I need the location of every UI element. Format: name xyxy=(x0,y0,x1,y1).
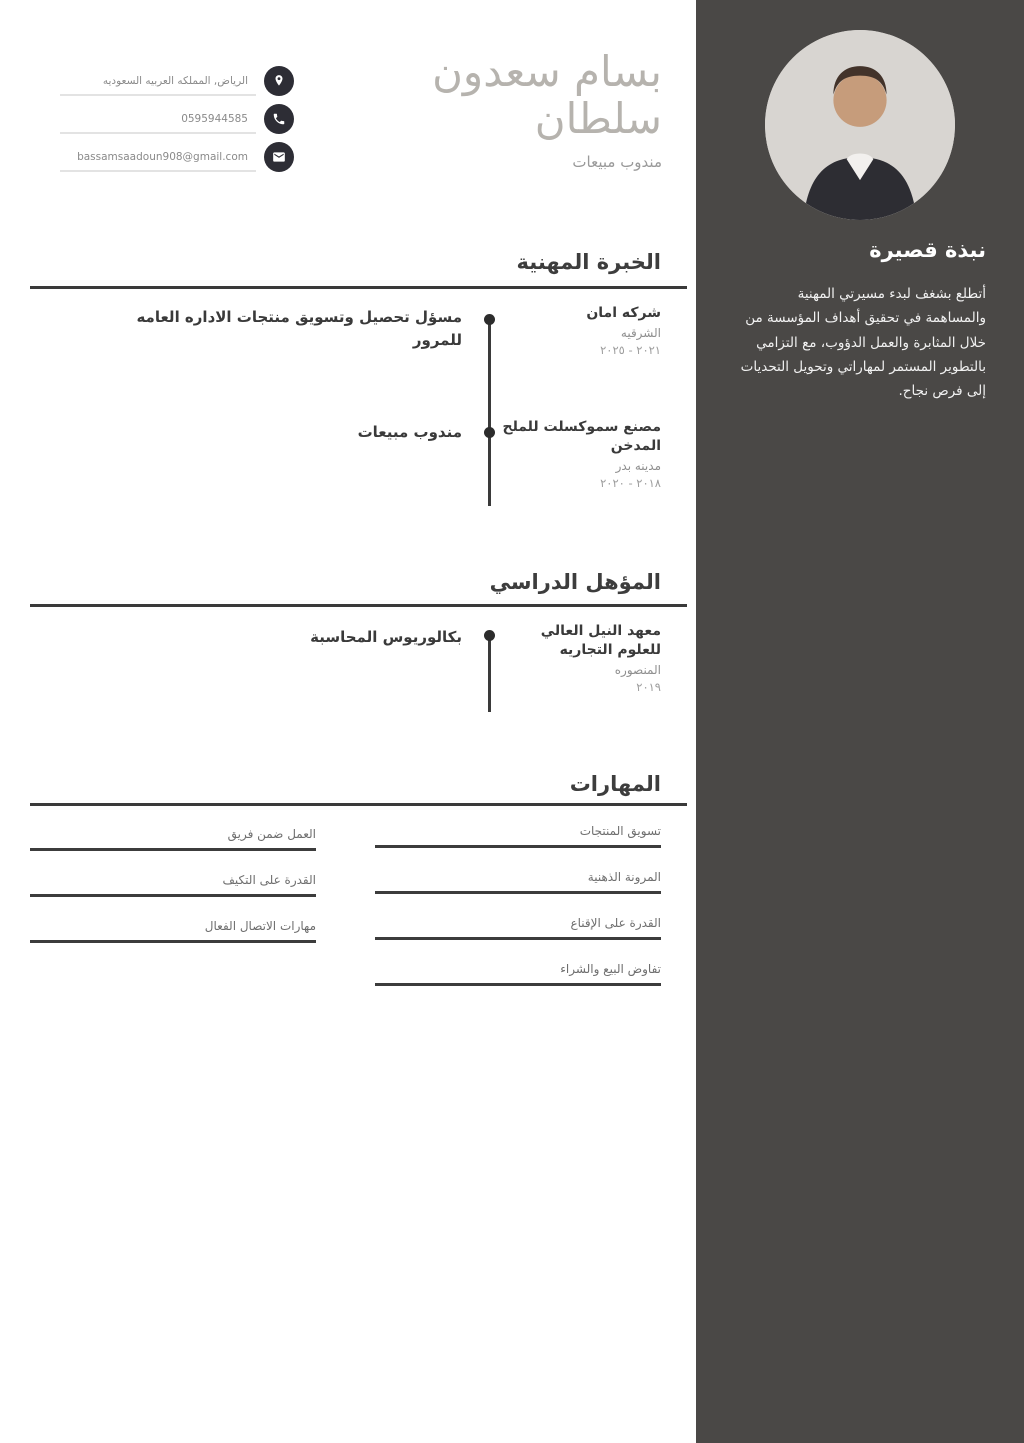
sidebar xyxy=(696,0,1024,1443)
experience-section-heading: الخبرة المهنية xyxy=(516,250,661,274)
graduation-year: ٢٠١٩ xyxy=(636,679,661,694)
section-divider xyxy=(30,803,687,806)
company-location: الشرقيه xyxy=(620,325,661,340)
location-pin-icon xyxy=(264,66,294,96)
timeline-dot xyxy=(484,630,495,641)
education-section-heading: المؤهل الدراسي xyxy=(489,570,661,594)
skill-label: تسويق المنتجات xyxy=(579,824,661,838)
experience-item xyxy=(501,418,661,490)
skill-underline xyxy=(375,891,661,894)
skill-item xyxy=(30,827,316,851)
contact-row-email xyxy=(60,142,294,172)
skills-column-left xyxy=(30,827,316,965)
skill-item xyxy=(375,824,661,848)
timeline-line xyxy=(488,634,491,712)
skill-underline xyxy=(375,937,661,940)
candidate-job-title: مندوب مبيعات xyxy=(572,152,662,171)
company-name: مصنع سموكسلت للملح المدخن xyxy=(502,419,661,454)
skill-label: تفاوض البيع والشراء xyxy=(560,962,661,976)
employment-dates: ٢٠٢١ - ٢٠٢٥ xyxy=(600,342,661,357)
skill-label: المرونة الذهنية xyxy=(587,870,661,884)
profile-photo xyxy=(765,30,955,220)
job-role: مندوب مبيعات xyxy=(357,423,462,441)
skill-underline xyxy=(30,894,316,897)
degree-title: بكالوريوس المحاسبة xyxy=(310,628,462,646)
education-item xyxy=(501,622,661,694)
skill-label: القدرة على الإقناع xyxy=(570,916,661,930)
profile-photo-illustration xyxy=(765,30,955,220)
skills-section-heading: المهارات xyxy=(569,772,661,796)
contact-row-location xyxy=(60,66,294,96)
timeline-dot xyxy=(484,314,495,325)
skill-item xyxy=(375,916,661,940)
skill-label: مهارات الاتصال الفعال xyxy=(204,919,316,933)
timeline-dot xyxy=(484,427,495,438)
candidate-name: بسام سعدون سلطان xyxy=(432,47,662,144)
skill-item xyxy=(30,919,316,943)
school-name: معهد النيل العالي للعلوم التجاريه xyxy=(540,623,661,658)
company-name: شركه امان xyxy=(586,305,661,321)
phone-icon xyxy=(264,104,294,134)
contact-row-phone xyxy=(60,104,294,134)
skill-underline xyxy=(375,845,661,848)
skill-underline xyxy=(30,848,316,851)
skill-item xyxy=(30,873,316,897)
skill-underline xyxy=(30,940,316,943)
section-divider xyxy=(30,604,687,607)
email-icon xyxy=(264,142,294,172)
company-location: مدينه بدر xyxy=(615,458,661,473)
job-role: مسؤل تحصيل وتسويق منتجات الاداره العامه للمرور xyxy=(136,308,462,349)
skill-underline xyxy=(375,983,661,986)
skill-item xyxy=(375,962,661,986)
summary-text: أتطلع بشغف لبدء مسيرتي المهنية والمساهمة في تحقيق أهداف المؤسسة من خلال المثابرة والعمل الدؤوب، مع التزامي بالتطوير المستمر لمهاراتي وتحويل التحديات إلى فرص نجاح. xyxy=(740,286,986,400)
timeline-line xyxy=(488,318,491,506)
summary-heading: نبذة قصيرة xyxy=(869,238,986,262)
employment-dates: ٢٠١٨ - ٢٠٢٠ xyxy=(600,475,661,490)
header-block xyxy=(352,48,662,171)
skills-column-right xyxy=(375,824,661,1008)
school-location: المنصوره xyxy=(614,662,661,677)
experience-item xyxy=(501,304,661,357)
contact-block xyxy=(60,66,294,180)
skill-item xyxy=(375,870,661,894)
section-divider xyxy=(30,286,687,289)
contact-phone: 0595944585 xyxy=(60,113,256,134)
summary-section xyxy=(696,238,1024,403)
skill-label: القدرة على التكيف xyxy=(222,873,316,887)
skill-label: العمل ضمن فريق xyxy=(227,827,316,841)
contact-email: bassamsaadoun908@gmail.com xyxy=(60,151,256,172)
contact-location: الرياض, المملكه العربيه السعوديه xyxy=(60,75,256,96)
